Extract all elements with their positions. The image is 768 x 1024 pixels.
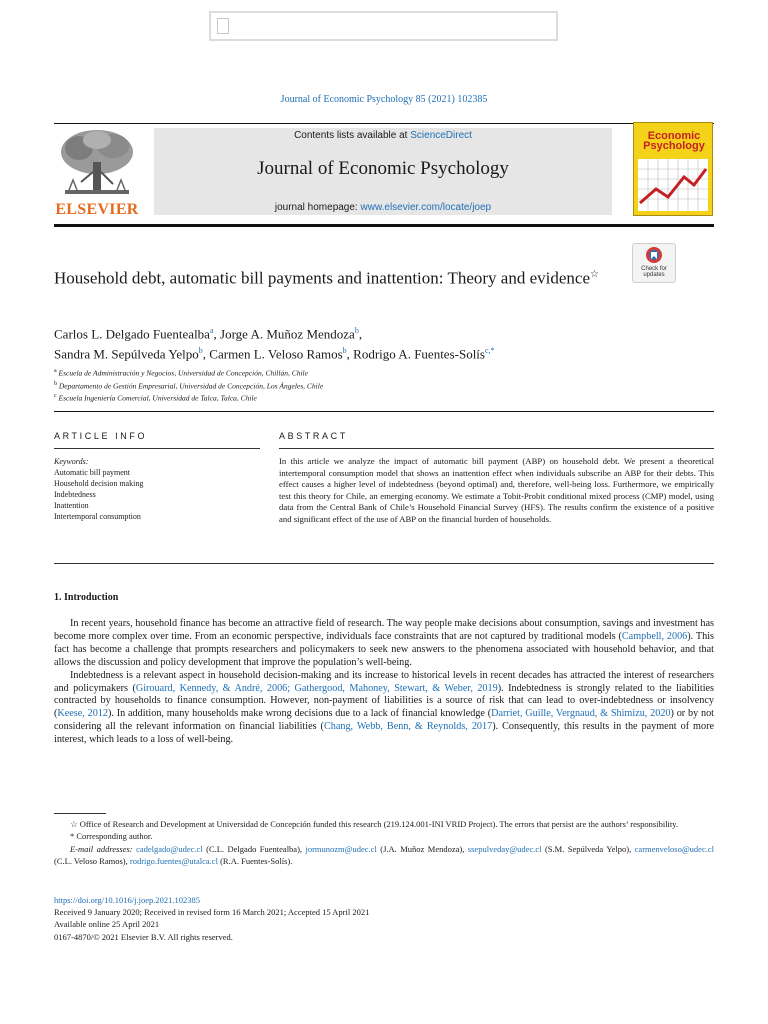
citation-link[interactable]: Keese, 2012 xyxy=(57,708,109,720)
homepage-line xyxy=(154,202,612,213)
homepage-link[interactable]: www.elsevier.com/locate/joep xyxy=(360,202,492,213)
citation-link[interactable]: Campbell, 2006 xyxy=(621,630,688,642)
abstract-heading: ABSTRACT xyxy=(279,431,348,441)
affiliation-item xyxy=(54,379,694,392)
contents-line xyxy=(154,130,612,141)
email-owner: (R.A. Fuentes-Solís). xyxy=(220,855,293,866)
homepage-prefix: journal homepage: xyxy=(274,202,361,213)
abstract-text: In this article we analyze the impact of automatic bill payment (ABP) on household debt. We present a theoretical intertemporal consumption model that shows an inattention effect when individuals subscribe an ABP for their debts. This effect causes a higher level of indebtedness (beyond optimal) and, therefore, well-being loss. Furthermore, we empirically test this theory for Chile, an emerging economy. We estimate a Tobit-Probit conditional mixed process (CMP) model, using data from the Central Bank of Chile’s Household Financial Survey (HFS). The results confirm the existence of a positive and significant effect of the use of ABP on the financial burden of households. xyxy=(279,456,714,524)
text-run: ). This fact has become a challenge that prompts researchers and policymakers to seek new answers to the phenomena associated with household behavior, and that allows the discussion and policy development that improve the population’s well-being. xyxy=(54,630,714,668)
text-run: Indebtedness is a relevant aspect in household decision-making and its increase to historical levels in recent decades has attracted the interest of researchers and policymakers ( xyxy=(54,669,714,694)
introduction-body xyxy=(54,618,714,747)
contents-prefix: Contents lists available at xyxy=(294,130,411,141)
email-owner: (C.L. Delgado Fuentealba), xyxy=(206,843,303,854)
abstract-bottom-rule xyxy=(54,563,714,564)
affiliation-mark: b xyxy=(54,380,57,387)
affiliation-mark: c xyxy=(54,393,57,399)
header-bottom-rule xyxy=(54,224,714,227)
paragraph xyxy=(54,618,714,670)
article-info-heading: ARTICLE INFO xyxy=(54,431,148,441)
text-run: ) or by not considering all the relevant information on financial liabilities ( xyxy=(54,708,714,733)
text-run: ). Indebtedness is strongly related to the liabilities contracted by households to finance consumption. However, non-payment of liabilities is a source of risk that can lead to over-indebtedness or insolvency ( xyxy=(54,682,715,720)
email-owner: (S.M. Sepúlveda Yelpo), xyxy=(544,843,632,854)
text-run: In recent years, household finance has become an attractive field of research. The way people make decisions about consumption, savings and investment has become more complex over time. From an economic perspective, individuals face constraints that are not captured by traditional models ( xyxy=(54,618,714,642)
section-heading: 1. Introduction xyxy=(54,592,119,603)
check-updates-icon xyxy=(645,246,663,264)
author-affiliation-mark[interactable]: a xyxy=(209,326,214,335)
author-name: Carlos L. Delgado Fuentealba xyxy=(54,326,210,342)
author-affiliation-mark[interactable]: b xyxy=(354,326,359,335)
article-title xyxy=(54,263,624,290)
copyright: 0167-4870/© 2021 Elsevier B.V. All rights reserved. xyxy=(54,931,233,942)
available-online: Available online 25 April 2021 xyxy=(54,919,160,930)
doi-link[interactable]: https://doi.org/10.1016/j.joep.2021.102385 xyxy=(54,895,200,905)
author-affiliation-mark[interactable]: b xyxy=(342,346,347,356)
footnote-funding: ☆ Office of Research and Development at Universidad de Concepción funded this research (219.124.001-INI VRID Project). The errors that persist are the authors’ responsibility. xyxy=(70,819,679,829)
check-for-updates-badge[interactable] xyxy=(632,243,676,283)
cover-graph-icon xyxy=(638,159,708,211)
text-run: ). In addition, many households make wrong decisions due to a lack of financial knowledge ( xyxy=(108,708,492,720)
keywords-block xyxy=(54,456,254,522)
journal-cover[interactable] xyxy=(633,122,713,216)
keyword-item: Intertemporal consumption xyxy=(54,512,141,521)
footnotes xyxy=(54,818,714,867)
author-list: Carlos L. Delgado Fuentealba$^a$, Jorge A. Muñoz Mendoza$^b$, Sandra M. Sepúlveda Yelpo$^b$, Carmen L. Veloso Ramos$^b$, Rodrigo A. Fuentes-Solís$^{c,*}$ xyxy=(54,326,495,362)
author-affiliation-mark[interactable]: c,* xyxy=(484,346,495,356)
author-name: Carmen L. Veloso Ramos xyxy=(209,346,343,362)
publisher-wordmark: ELSEVIER xyxy=(55,201,139,218)
keyword-item: Automatic bill payment xyxy=(54,468,130,477)
citation-link[interactable]: Girouard, Kennedy, & André, 2006; Gathergood, Mahoney, Stewart, & Weber, 2019 xyxy=(135,682,498,694)
keywords-label: Keywords: xyxy=(54,457,89,466)
citation-link[interactable]: Chang, Webb, Benn, & Reynolds, 2017 xyxy=(323,721,493,733)
journal-name: Journal of Economic Psychology xyxy=(257,158,509,179)
journal-header xyxy=(154,128,612,215)
author-name: Rodrigo A. Fuentes-Solís xyxy=(353,346,485,362)
affiliation-list xyxy=(54,366,694,404)
article-info-rule xyxy=(54,448,260,449)
email-link[interactable]: carmenveloso@udec.cl xyxy=(634,843,714,854)
journal-citation[interactable]: Journal of Economic Psychology 85 (2021) 102385 xyxy=(280,94,488,105)
check-updates-label: Check for updates xyxy=(641,266,667,278)
footnote-rule xyxy=(54,813,106,814)
email-label: E-mail addresses: xyxy=(70,843,133,854)
viewer-toolbar xyxy=(209,11,558,41)
affiliation-item xyxy=(54,366,694,379)
paragraph xyxy=(54,670,714,747)
cover-title: Economic Psychology xyxy=(643,130,705,152)
keyword-item: Inattention xyxy=(54,501,89,510)
email-link[interactable]: cadelgado@udec.cl xyxy=(136,843,203,854)
header-top-rule xyxy=(54,123,714,124)
affiliation-item xyxy=(54,391,694,404)
received-dates: Received 9 January 2020; Received in revised form 16 March 2021; Accepted 15 April 2021 xyxy=(54,907,370,918)
text-run: ). Consequently, this results in the payment of more interest, which leads to a loss of well-being. xyxy=(54,721,714,746)
author-affiliation-mark[interactable]: b xyxy=(198,346,203,356)
elsevier-logo xyxy=(54,128,140,218)
abstract-rule xyxy=(279,448,714,449)
author-name: Sandra M. Sepúlveda Yelpo xyxy=(54,346,199,362)
email-link[interactable]: jormunozm@udec.cl xyxy=(305,843,377,854)
title-footnote-mark[interactable]: ☆ xyxy=(590,269,599,280)
email-link[interactable]: ssepulveday@udec.cl xyxy=(467,843,542,854)
article-title-text: Household debt, automatic bill payments and inattention: Theory and evidence xyxy=(54,268,590,288)
affiliation-text: Escuela Ingeniería Comercial, Universidad de Talca, Talca, Chile xyxy=(58,393,257,403)
footnote-corresponding: * Corresponding author. xyxy=(70,831,153,842)
keyword-item: Indebtedness xyxy=(54,490,96,499)
footnote-emails xyxy=(54,843,714,868)
citation-link[interactable]: Darriet, Guille, Vergnaud, & Shimizu, 2020 xyxy=(491,708,671,720)
tree-icon xyxy=(57,128,137,200)
email-link[interactable]: rodrigo.fuentes@utalca.cl xyxy=(129,855,218,866)
sciencedirect-link[interactable]: ScienceDirect xyxy=(410,130,472,141)
affiliation-text: Departamento de Gestión Empresarial, Universidad de Concepción, Los Ángeles, Chile xyxy=(58,381,324,390)
affiliation-text: Escuela de Administración y Negocios, Universidad de Concepción, Chillán, Chile xyxy=(58,368,308,378)
affiliation-rule xyxy=(54,411,714,412)
publication-meta xyxy=(54,894,714,943)
keyword-item: Household decision making xyxy=(54,479,144,488)
page-icon[interactable] xyxy=(217,18,229,34)
email-owner: (J.A. Muñoz Mendoza), xyxy=(380,843,465,854)
author-name: Jorge A. Muñoz Mendoza xyxy=(220,326,355,342)
email-owner: (C.L. Veloso Ramos), xyxy=(54,855,128,866)
affiliation-mark: a xyxy=(54,368,57,374)
